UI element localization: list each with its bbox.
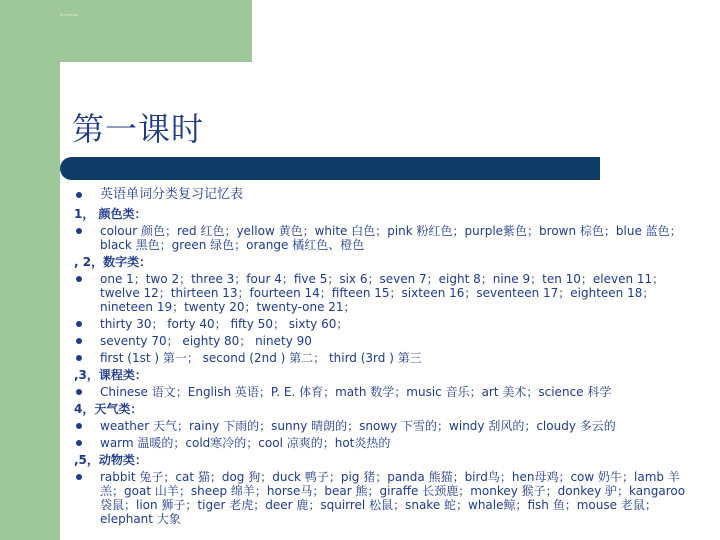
corner-curve	[60, 62, 100, 102]
bullet-item: weather 天气；rainy 下雨的；sunny 晴朗的；snowy 下雪的；windy 刮风的；cloudy 多云的	[74, 419, 694, 433]
bullet-item: warm 温暖的；cold寒冷的；cool 凉爽的；hot炎热的	[74, 436, 694, 450]
main-heading: 英语单词分类复习记忆表	[74, 188, 694, 202]
section-header: ,5，动物类：	[74, 453, 147, 467]
section-header: ,3，课程类：	[74, 368, 147, 382]
bullet-item: thirty 30； forty 40； fifty 50； sixty 60；	[74, 317, 694, 331]
slide-content	[74, 188, 694, 529]
sections-list	[74, 207, 694, 526]
bullet-item: first (1st ) 第一； second (2nd ) 第二； third (3rd ) 第三	[74, 351, 694, 365]
title-underline-bar	[60, 157, 600, 180]
section-header: 4，天气类：	[74, 402, 143, 416]
bullet-item: Chinese 语文；English 英语；P. E. 体育；math 数学；music 音乐；art 美术；science 科学	[74, 385, 694, 399]
slide-title: 第一课时	[72, 110, 205, 148]
bullet-item: rabbit 兔子；cat 猫；dog 狗；duck 鸭子；pig 猪；panda 熊猫；bird鸟；hen母鸡；cow 奶牛；lamb 羊羔；goat 山羊；sheep 绵羊；horse马；bear 熊；giraffe 长颈鹿；monkey 猴子；donkey 驴；kangaroo 袋鼠；lion 狮子；tiger 老虎；deer 鹿；squirrel 松鼠；snake 蛇；whale鲸；fish 鱼；mouse 老鼠；elephant 大象	[74, 470, 694, 526]
section-header: 1， 颜色类：	[74, 207, 147, 221]
bullet-item: one 1；two 2；three 3；four 4；five 5；six 6；seven 7；eight 8；nine 9；ten 10；eleven 11；twelve 12；thirteen 13；fourteen 14；fifteen 15；sixteen 16；seventeen 17；eighteen 18；nineteen 19；twenty 20；twenty-one 21；	[74, 272, 694, 314]
left-green-band	[0, 0, 60, 540]
bullet-item: colour 颜色；red 红色；yellow 黄色；white 白色；pink 粉红色；purple紫色；brown 棕色；blue 蓝色；black 黑色；green 绿色；orange 橘红色、橙色	[74, 224, 694, 252]
bullet-item: seventy 70； eighty 80； ninety 90	[74, 334, 694, 348]
top-green-band	[0, 0, 252, 62]
section-header: , 2，数字类：	[74, 255, 152, 269]
top-strip-text: 词汇分类复习记忆表	[60, 15, 79, 17]
